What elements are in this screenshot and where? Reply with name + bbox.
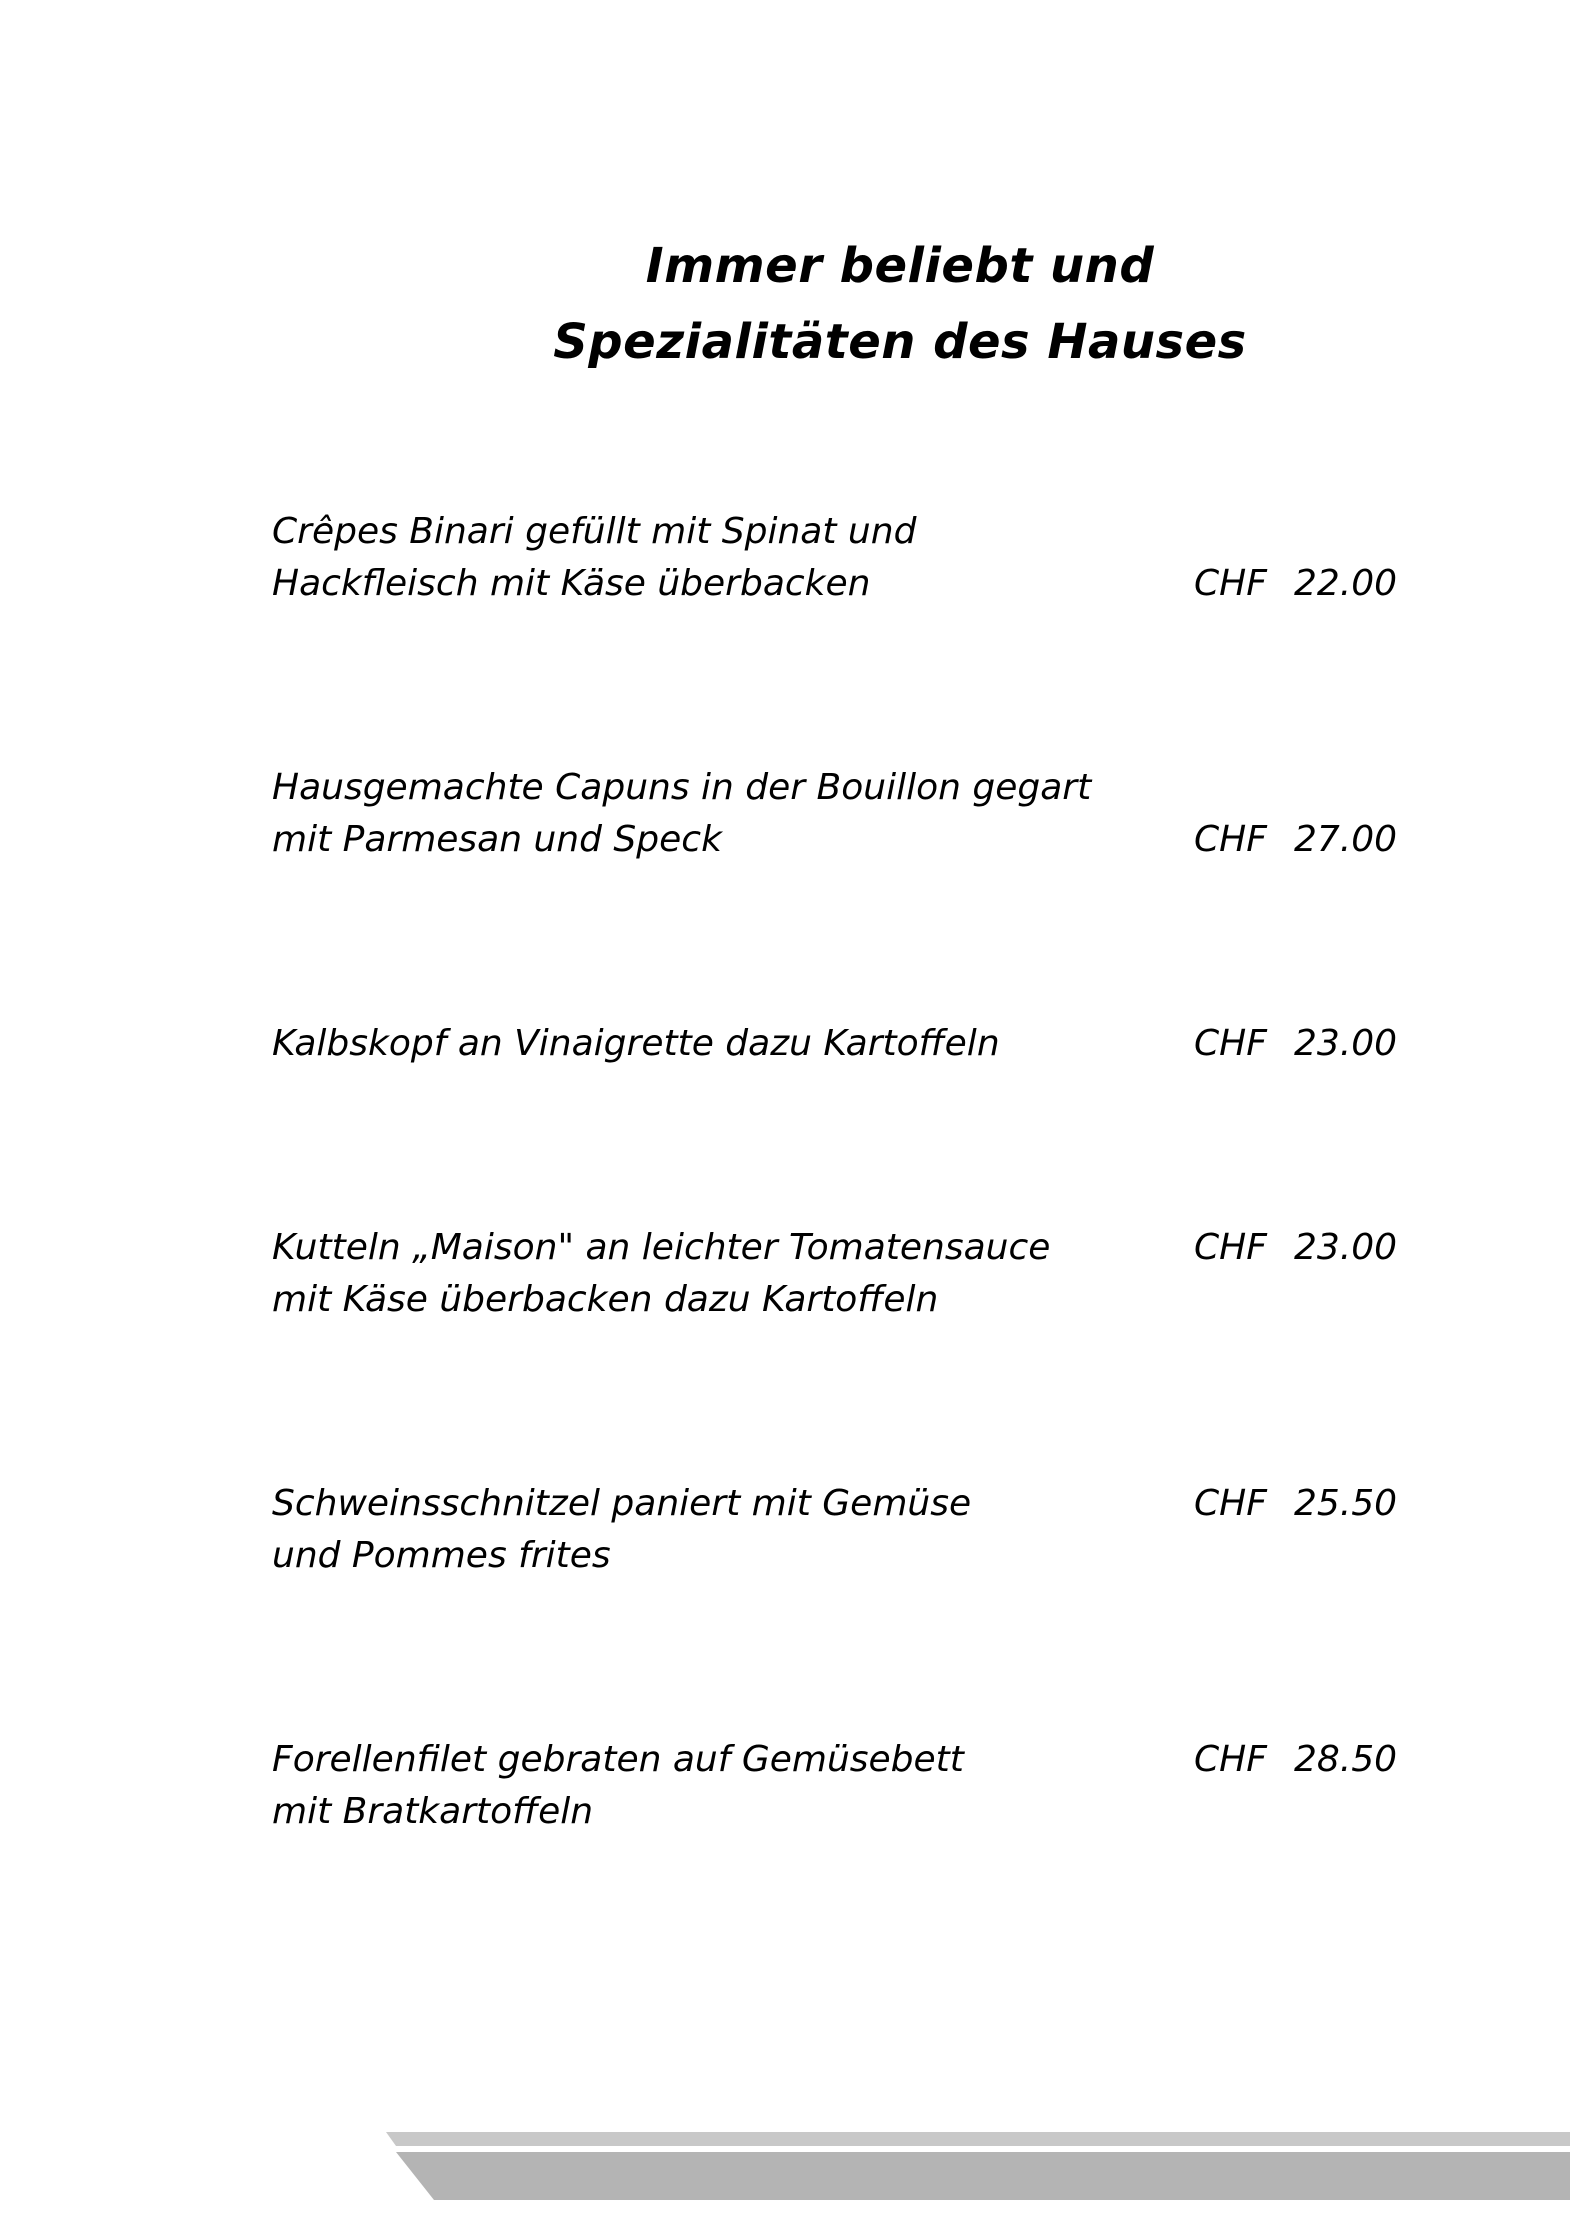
menu-item-description-line-1: Forellenfilet gebraten auf Gemüsebett — [272, 1739, 964, 1780]
currency-label: CHF — [1194, 1483, 1267, 1524]
page-title-line-1: Immer beliebt und — [645, 238, 1155, 294]
price-amount: 27.00 — [1294, 819, 1398, 860]
menu-item-description-line-2: Hackfleisch mit Käse überbacken — [272, 563, 871, 604]
menu-item-price — [1194, 1478, 1397, 1530]
menu-item-description-line-1: Hausgemachte Capuns in der Bouillon gegart — [272, 767, 1092, 808]
menu-item-price — [1194, 814, 1397, 866]
price-amount: 28.50 — [1294, 1739, 1398, 1780]
price-amount: 22.00 — [1294, 563, 1398, 604]
currency-label: CHF — [1194, 1739, 1267, 1780]
footer-stripe-top — [386, 2132, 1570, 2146]
menu-item-description-line-2: mit Parmesan und Speck — [272, 819, 722, 860]
currency-label: CHF — [1194, 563, 1267, 604]
menu-item-description-line-1: Kutteln „Maison" an leichter Tomatensauce — [272, 1227, 1051, 1268]
menu-item-description-line-2: und Pommes frites — [272, 1535, 611, 1576]
footer-decoration — [386, 2122, 1570, 2222]
menu-item-price — [1194, 1018, 1397, 1070]
menu-item-description-line-1: Schweinsschnitzel paniert mit Gemüse — [272, 1483, 972, 1524]
price-amount: 25.50 — [1294, 1483, 1398, 1524]
menu-item-price — [1194, 1222, 1397, 1274]
menu-item-description-line-1: Kalbskopf an Vinaigrette dazu Kartoffeln — [272, 1023, 1000, 1064]
menu-item-description-line-2: mit Bratkartoffeln — [272, 1791, 594, 1832]
price-amount: 23.00 — [1294, 1023, 1398, 1064]
menu-item-price — [1194, 558, 1397, 610]
menu-item-price — [1194, 1734, 1397, 1786]
price-amount: 23.00 — [1294, 1227, 1398, 1268]
menu-item-description-line-1: Crêpes Binari gefüllt mit Spinat und — [272, 511, 917, 552]
page-title-line-2: Spezialitäten des Hauses — [553, 314, 1247, 370]
footer-stripe-bottom — [396, 2152, 1570, 2200]
currency-label: CHF — [1194, 1023, 1267, 1064]
menu-item-description-line-2: mit Käse überbacken dazu Kartoffeln — [272, 1279, 939, 1320]
currency-label: CHF — [1194, 819, 1267, 860]
currency-label: CHF — [1194, 1227, 1267, 1268]
